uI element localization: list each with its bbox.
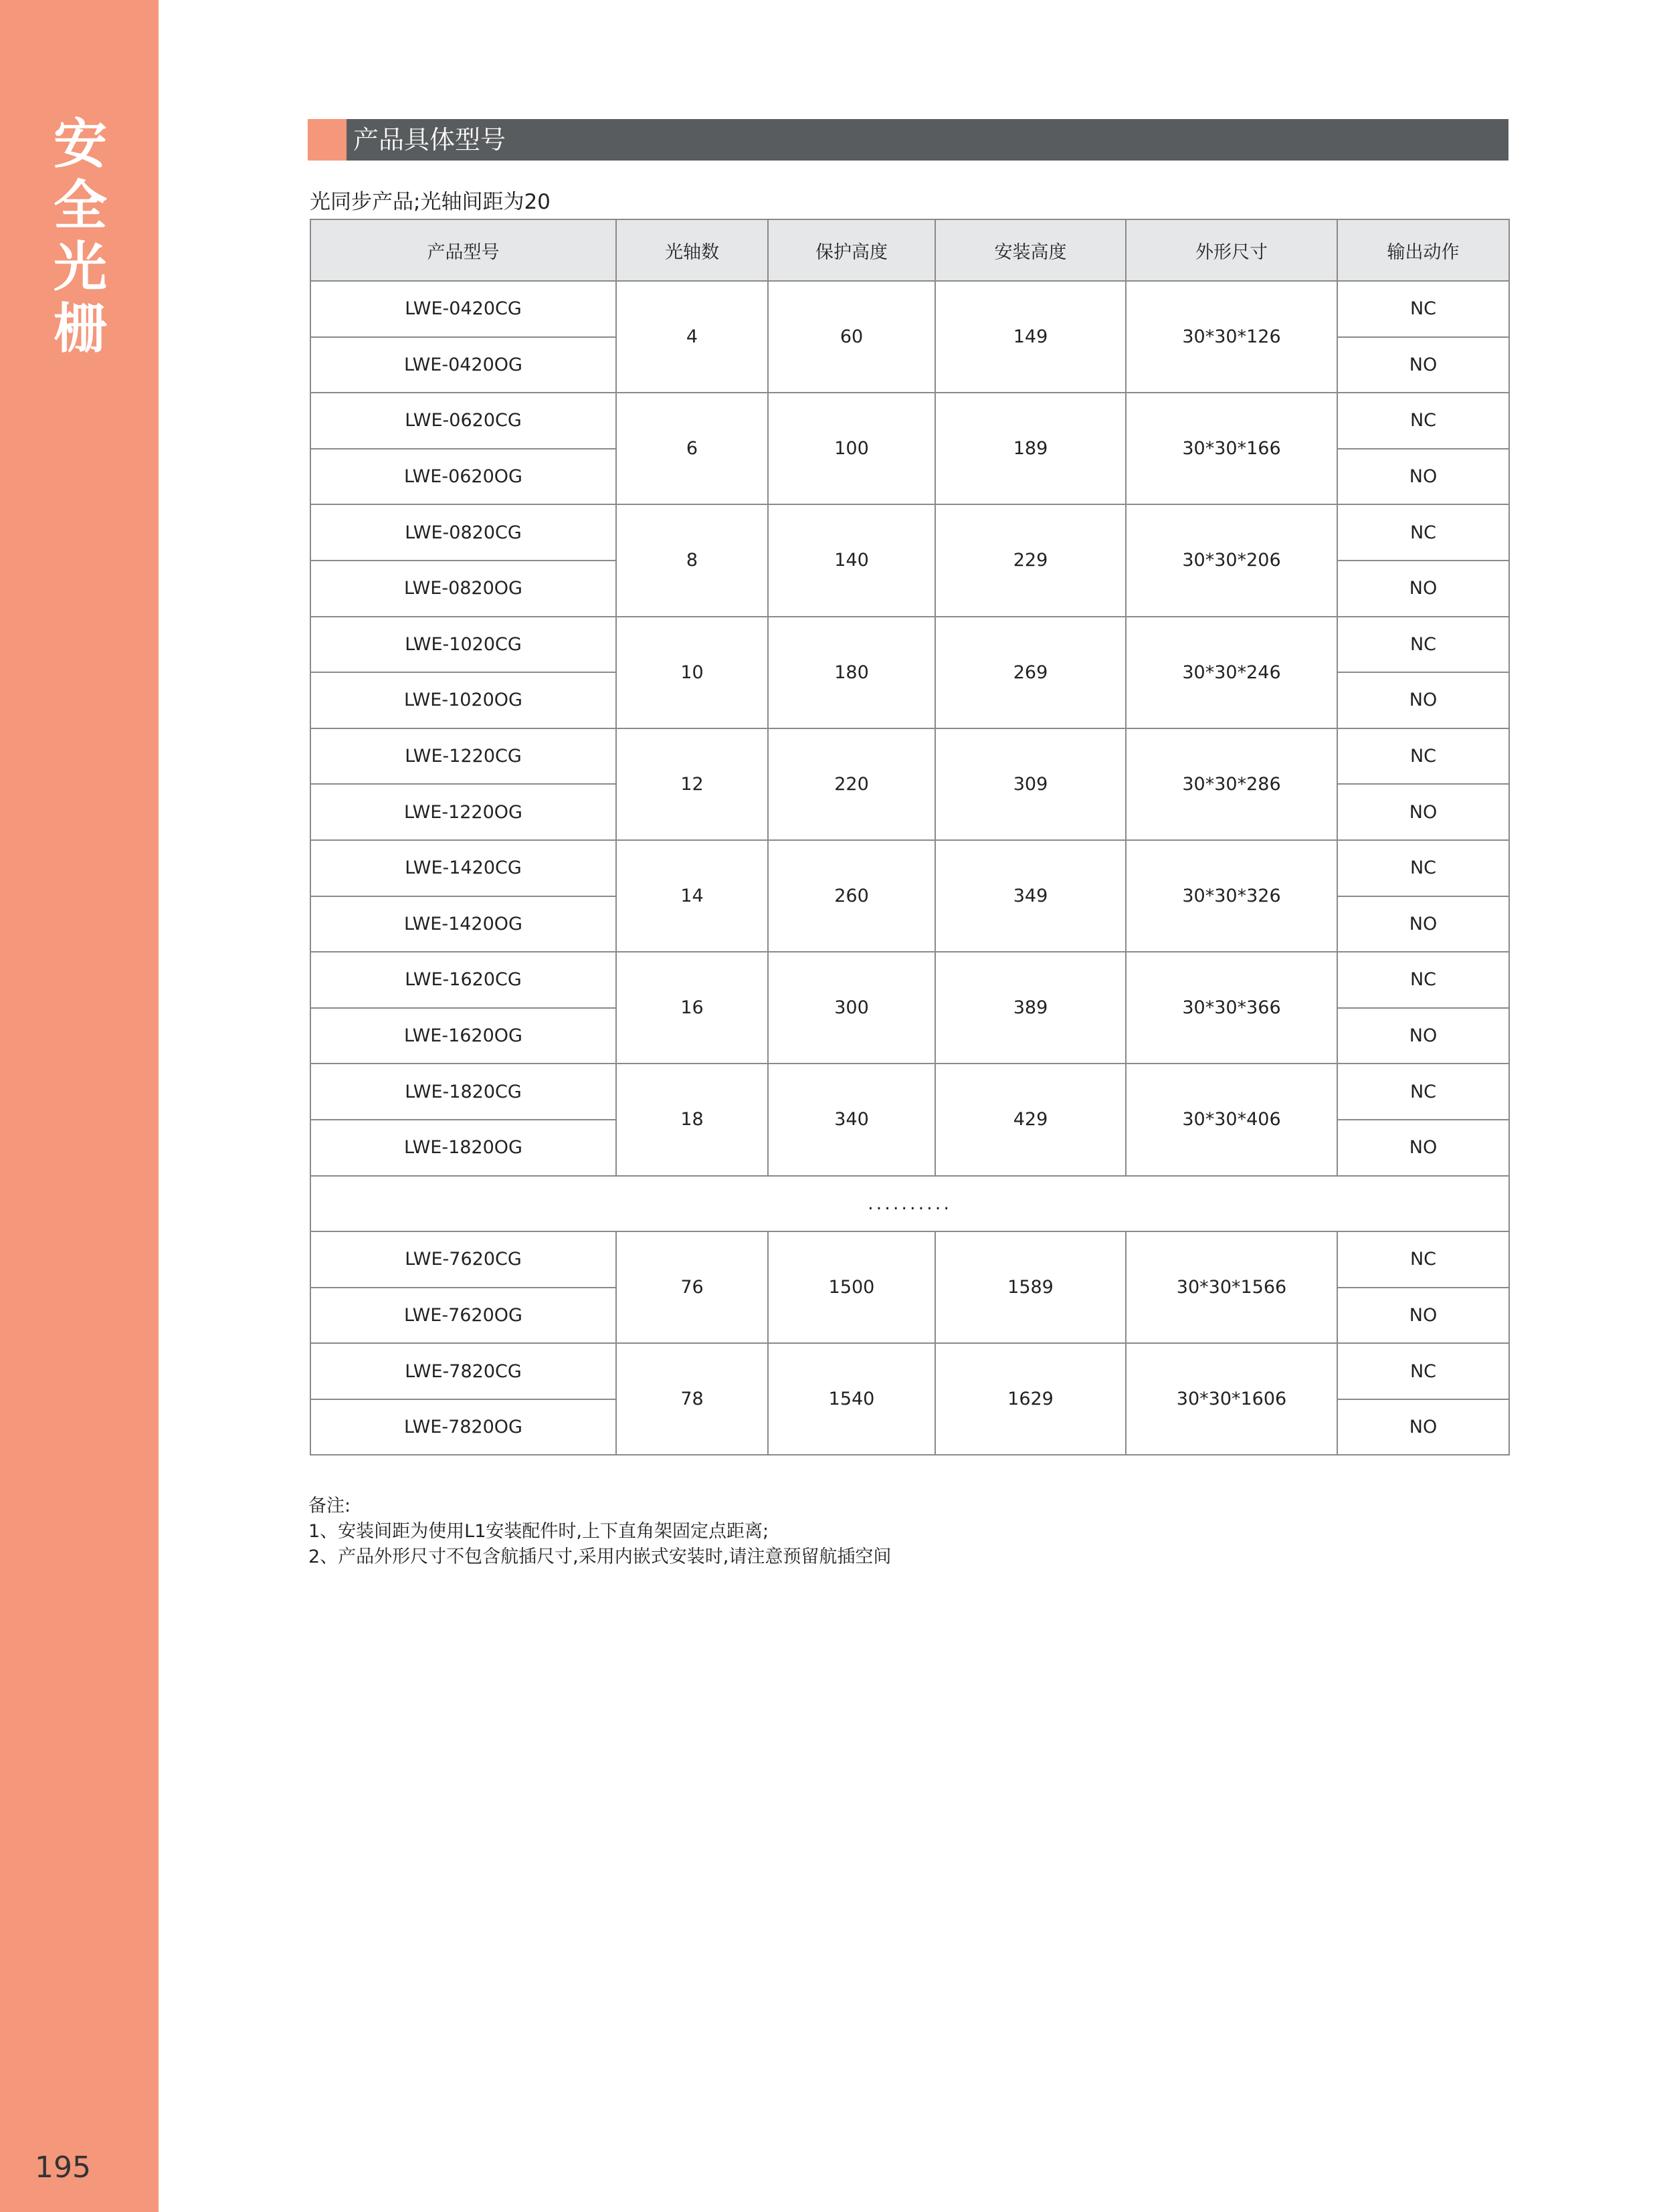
axes-cell: 10: [616, 617, 768, 728]
table-row: [310, 1064, 1509, 1120]
model-cell: LWE-0620OG: [310, 449, 616, 505]
table-row: [310, 952, 1509, 1008]
axes-cell: 14: [616, 840, 768, 952]
table-row: [310, 393, 1509, 449]
header-model: 产品型号: [310, 219, 616, 281]
output-cell: NC: [1337, 504, 1509, 561]
model-cell: LWE-1020OG: [310, 672, 616, 728]
note-item: 2、产品外形尺寸不包含航插尺寸,采用内嵌式安装时,请注意预留航插空间: [308, 1546, 892, 1567]
protect-height-cell: 220: [768, 728, 935, 840]
ellipsis-cell: ..........: [310, 1176, 1509, 1232]
model-cell: LWE-1420CG: [310, 840, 616, 896]
model-cell: LWE-7620OG: [310, 1288, 616, 1344]
section-header: [308, 119, 1508, 161]
model-cell: LWE-1220CG: [310, 728, 616, 785]
model-cell: LWE-7820OG: [310, 1399, 616, 1455]
model-cell: LWE-0620CG: [310, 393, 616, 449]
spec-table: [310, 219, 1510, 1455]
output-cell: NO: [1337, 449, 1509, 505]
output-cell: NO: [1337, 1008, 1509, 1064]
protect-height-cell: 180: [768, 617, 935, 728]
output-cell: NO: [1337, 561, 1509, 617]
axes-cell: 76: [616, 1231, 768, 1343]
output-cell: NO: [1337, 1399, 1509, 1455]
section-title: 产品具体型号: [353, 125, 506, 155]
install-height-cell: 189: [935, 393, 1126, 504]
protect-height-cell: 300: [768, 952, 935, 1064]
install-height-cell: 269: [935, 617, 1126, 728]
table-row: [310, 728, 1509, 785]
model-cell: LWE-1020CG: [310, 617, 616, 673]
table-header-row: [310, 219, 1509, 281]
model-cell: LWE-7820CG: [310, 1343, 616, 1399]
output-cell: NO: [1337, 896, 1509, 952]
install-height-cell: 429: [935, 1064, 1126, 1175]
ellipsis-row: [310, 1176, 1509, 1232]
output-cell: NO: [1337, 337, 1509, 393]
protect-height-cell: 140: [768, 504, 935, 616]
size-cell: 30*30*206: [1126, 504, 1337, 616]
protect-height-cell: 1540: [768, 1343, 935, 1455]
install-height-cell: 1589: [935, 1231, 1126, 1343]
header-size: 外形尺寸: [1126, 219, 1337, 281]
axes-cell: 18: [616, 1064, 768, 1175]
output-cell: NC: [1337, 1343, 1509, 1399]
protect-height-cell: 1500: [768, 1231, 935, 1343]
axes-cell: 4: [616, 281, 768, 393]
table-subtitle: 光同步产品;光轴间距为20: [310, 190, 551, 214]
table-body: [310, 281, 1509, 1455]
size-cell: 30*30*1606: [1126, 1343, 1337, 1455]
install-height-cell: 1629: [935, 1343, 1126, 1455]
output-cell: NO: [1337, 1120, 1509, 1176]
table-row: [310, 281, 1509, 337]
table-row: [310, 504, 1509, 561]
protect-height-cell: 340: [768, 1064, 935, 1175]
output-cell: NO: [1337, 672, 1509, 728]
install-height-cell: 149: [935, 281, 1126, 393]
protect-height-cell: 60: [768, 281, 935, 393]
protect-height-cell: 100: [768, 393, 935, 504]
model-cell: LWE-0820OG: [310, 561, 616, 617]
header-install-height: 安装高度: [935, 219, 1126, 281]
note-item: 1、安装间距为使用L1安装配件时,上下直角架固定点距离;: [308, 1521, 769, 1542]
table-row: [310, 1343, 1509, 1399]
size-cell: 30*30*366: [1126, 952, 1337, 1064]
size-cell: 30*30*1566: [1126, 1231, 1337, 1343]
section-accent-block: [308, 119, 347, 161]
header-output: 输出动作: [1337, 219, 1509, 281]
output-cell: NC: [1337, 393, 1509, 449]
install-height-cell: 389: [935, 952, 1126, 1064]
model-cell: LWE-1820CG: [310, 1064, 616, 1120]
output-cell: NC: [1337, 281, 1509, 337]
axes-cell: 78: [616, 1343, 768, 1455]
table-row: [310, 617, 1509, 673]
axes-cell: 16: [616, 952, 768, 1064]
notes: [308, 1494, 891, 1570]
size-cell: 30*30*246: [1126, 617, 1337, 728]
axes-cell: 12: [616, 728, 768, 840]
size-cell: 30*30*326: [1126, 840, 1337, 952]
output-cell: NC: [1337, 728, 1509, 785]
table-row: [310, 1231, 1509, 1288]
output-cell: NC: [1337, 1064, 1509, 1120]
size-cell: 30*30*406: [1126, 1064, 1337, 1175]
install-height-cell: 309: [935, 728, 1126, 840]
header-protect-height: 保护高度: [768, 219, 935, 281]
model-cell: LWE-0420CG: [310, 281, 616, 337]
axes-cell: 8: [616, 504, 768, 616]
output-cell: NC: [1337, 617, 1509, 673]
protect-height-cell: 260: [768, 840, 935, 952]
model-cell: LWE-0420OG: [310, 337, 616, 393]
page-number: 195: [35, 2150, 91, 2185]
axes-cell: 6: [616, 393, 768, 504]
size-cell: 30*30*166: [1126, 393, 1337, 504]
size-cell: 30*30*286: [1126, 728, 1337, 840]
table-row: [310, 840, 1509, 896]
output-cell: NO: [1337, 784, 1509, 840]
output-cell: NC: [1337, 840, 1509, 896]
model-cell: LWE-1420OG: [310, 896, 616, 952]
output-cell: NC: [1337, 1231, 1509, 1288]
model-cell: LWE-1620OG: [310, 1008, 616, 1064]
model-cell: LWE-1620CG: [310, 952, 616, 1008]
model-cell: LWE-1820OG: [310, 1120, 616, 1176]
size-cell: 30*30*126: [1126, 281, 1337, 393]
model-cell: LWE-1220OG: [310, 784, 616, 840]
model-cell: LWE-7620CG: [310, 1231, 616, 1288]
sidebar-band: [0, 0, 159, 2212]
notes-title: 备注:: [308, 1496, 351, 1516]
header-axes: 光轴数: [616, 219, 768, 281]
model-cell: LWE-0820CG: [310, 504, 616, 561]
output-cell: NC: [1337, 952, 1509, 1008]
sidebar-title: 安全光栅: [54, 113, 107, 360]
install-height-cell: 229: [935, 504, 1126, 616]
install-height-cell: 349: [935, 840, 1126, 952]
output-cell: NO: [1337, 1288, 1509, 1344]
